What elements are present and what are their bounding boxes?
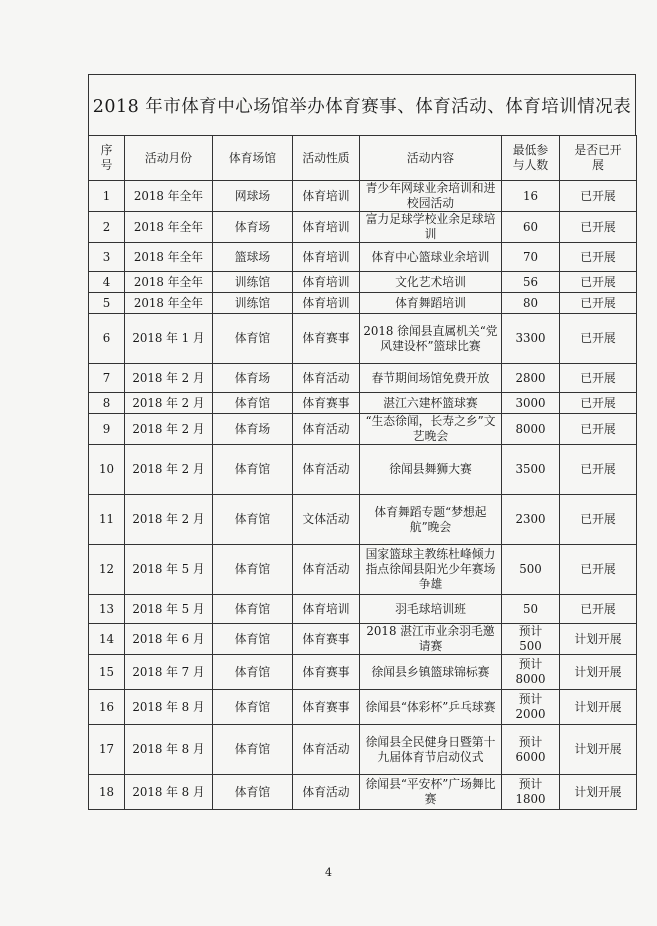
cell-nature: 体育活动: [293, 364, 360, 393]
table-row: [89, 545, 637, 595]
cell-venue: 体育馆: [213, 314, 293, 364]
cell-status: 已开展: [560, 595, 637, 624]
cell-no: 2: [89, 212, 125, 243]
cell-people: 60: [502, 212, 560, 243]
table-title: 2018 年市体育中心场馆举办体育赛事、体育活动、体育培训情况表: [88, 74, 636, 135]
cell-month: 2018 年全年: [125, 212, 213, 243]
cell-status: 已开展: [560, 495, 637, 545]
cell-content: 青少年网球业余培训和进校园活动: [360, 181, 502, 212]
cell-no: 1: [89, 181, 125, 212]
cell-venue: 体育馆: [213, 595, 293, 624]
cell-month: 2018 年全年: [125, 243, 213, 272]
cell-status: 已开展: [560, 181, 637, 212]
cell-content: 徐闻县全民健身日暨第十九届体育节启动仪式: [360, 725, 502, 775]
cell-nature: 体育培训: [293, 181, 360, 212]
cell-venue: 体育场: [213, 364, 293, 393]
cell-month: 2018 年 8 月: [125, 725, 213, 775]
cell-nature: 体育活动: [293, 775, 360, 810]
cell-nature: 体育活动: [293, 545, 360, 595]
table-row: [89, 445, 637, 495]
header-cell-content: 活动内容: [360, 136, 502, 181]
cell-month: 2018 年 2 月: [125, 414, 213, 445]
cell-status: 计划开展: [560, 624, 637, 655]
cell-no: 12: [89, 545, 125, 595]
header-cell-status: 是否已开展: [560, 136, 637, 181]
cell-no: 9: [89, 414, 125, 445]
cell-people: 预计 6000: [502, 725, 560, 775]
cell-nature: 体育赛事: [293, 393, 360, 414]
cell-nature: 体育培训: [293, 212, 360, 243]
cell-month: 2018 年 6 月: [125, 624, 213, 655]
cell-month: 2018 年 7 月: [125, 655, 213, 690]
page-number: 4: [325, 866, 332, 879]
cell-no: 11: [89, 495, 125, 545]
cell-content: 徐闻县乡镇篮球锦标赛: [360, 655, 502, 690]
cell-venue: 体育馆: [213, 655, 293, 690]
cell-no: 8: [89, 393, 125, 414]
cell-no: 7: [89, 364, 125, 393]
cell-venue: 体育馆: [213, 725, 293, 775]
cell-month: 2018 年全年: [125, 293, 213, 314]
cell-nature: 体育培训: [293, 293, 360, 314]
cell-month: 2018 年全年: [125, 272, 213, 293]
table-body: [89, 181, 637, 810]
table-row: [89, 293, 637, 314]
cell-venue: 篮球场: [213, 243, 293, 272]
table-row: [89, 272, 637, 293]
cell-status: 已开展: [560, 545, 637, 595]
cell-venue: 体育场: [213, 212, 293, 243]
cell-nature: 体育赛事: [293, 624, 360, 655]
cell-no: 17: [89, 725, 125, 775]
cell-month: 2018 年 2 月: [125, 393, 213, 414]
cell-status: 计划开展: [560, 775, 637, 810]
cell-people: 16: [502, 181, 560, 212]
cell-nature: 体育活动: [293, 445, 360, 495]
cell-status: 已开展: [560, 393, 637, 414]
cell-content: 徐闻县“平安杯”广场舞比赛: [360, 775, 502, 810]
cell-people: 50: [502, 595, 560, 624]
cell-venue: 网球场: [213, 181, 293, 212]
cell-status: 已开展: [560, 414, 637, 445]
cell-nature: 体育赛事: [293, 655, 360, 690]
table-row: [89, 690, 637, 725]
cell-content: 湛江六建杯篮球赛: [360, 393, 502, 414]
cell-no: 14: [89, 624, 125, 655]
cell-month: 2018 年 2 月: [125, 495, 213, 545]
cell-people: 预计 2000: [502, 690, 560, 725]
document-sheet: [88, 74, 636, 810]
cell-content: 徐闻县“体彩杯”乒乓球赛: [360, 690, 502, 725]
header-cell-people: 最低参与人数: [502, 136, 560, 181]
cell-content: 徐闻县舞狮大赛: [360, 445, 502, 495]
cell-people: 80: [502, 293, 560, 314]
cell-nature: 体育活动: [293, 414, 360, 445]
header-cell-month: 活动月份: [125, 136, 213, 181]
cell-nature: 体育赛事: [293, 314, 360, 364]
cell-venue: 体育馆: [213, 393, 293, 414]
cell-people: 56: [502, 272, 560, 293]
cell-venue: 体育场: [213, 414, 293, 445]
cell-nature: 体育培训: [293, 595, 360, 624]
cell-venue: 体育馆: [213, 690, 293, 725]
cell-venue: 训练馆: [213, 272, 293, 293]
cell-nature: 体育培训: [293, 272, 360, 293]
cell-people: 3000: [502, 393, 560, 414]
cell-people: 500: [502, 545, 560, 595]
table-row: [89, 364, 637, 393]
cell-venue: 体育馆: [213, 624, 293, 655]
cell-status: 已开展: [560, 212, 637, 243]
cell-content: 羽毛球培训班: [360, 595, 502, 624]
cell-month: 2018 年 5 月: [125, 595, 213, 624]
table-row: [89, 181, 637, 212]
cell-content: 体育中心篮球业余培训: [360, 243, 502, 272]
cell-content: 国家篮球主教练杜峰倾力指点徐闻县阳光少年赛场争雄: [360, 545, 502, 595]
cell-status: 计划开展: [560, 655, 637, 690]
table-row: [89, 595, 637, 624]
cell-people: 3500: [502, 445, 560, 495]
header-row: [89, 136, 637, 181]
cell-no: 3: [89, 243, 125, 272]
cell-people: 2300: [502, 495, 560, 545]
table-row: [89, 655, 637, 690]
table-row: [89, 495, 637, 545]
table-row: [89, 314, 637, 364]
cell-nature: 体育培训: [293, 243, 360, 272]
cell-month: 2018 年全年: [125, 181, 213, 212]
cell-venue: 体育馆: [213, 445, 293, 495]
cell-status: 已开展: [560, 364, 637, 393]
cell-venue: 体育馆: [213, 545, 293, 595]
cell-content: 体育舞蹈专题“梦想起航”晚会: [360, 495, 502, 545]
cell-month: 2018 年 2 月: [125, 445, 213, 495]
cell-status: 已开展: [560, 243, 637, 272]
cell-status: 已开展: [560, 293, 637, 314]
cell-month: 2018 年 8 月: [125, 775, 213, 810]
header-cell-no: 序号: [89, 136, 125, 181]
cell-nature: 文体活动: [293, 495, 360, 545]
cell-month: 2018 年 8 月: [125, 690, 213, 725]
cell-month: 2018 年 2 月: [125, 364, 213, 393]
cell-people: 预计 1800: [502, 775, 560, 810]
cell-no: 5: [89, 293, 125, 314]
activity-table: [88, 135, 637, 810]
cell-content: 文化艺术培训: [360, 272, 502, 293]
cell-venue: 训练馆: [213, 293, 293, 314]
cell-nature: 体育活动: [293, 725, 360, 775]
cell-no: 15: [89, 655, 125, 690]
table-row: [89, 414, 637, 445]
cell-content: “生态徐闻，长寿之乡”文艺晚会: [360, 414, 502, 445]
cell-people: 3300: [502, 314, 560, 364]
cell-content: 体育舞蹈培训: [360, 293, 502, 314]
cell-no: 16: [89, 690, 125, 725]
cell-status: 计划开展: [560, 690, 637, 725]
cell-month: 2018 年 1 月: [125, 314, 213, 364]
cell-people: 70: [502, 243, 560, 272]
cell-no: 6: [89, 314, 125, 364]
cell-status: 已开展: [560, 314, 637, 364]
cell-venue: 体育馆: [213, 495, 293, 545]
cell-status: 计划开展: [560, 725, 637, 775]
table-row: [89, 775, 637, 810]
cell-nature: 体育赛事: [293, 690, 360, 725]
cell-status: 已开展: [560, 272, 637, 293]
cell-content: 2018 湛江市业余羽毛邀请赛: [360, 624, 502, 655]
cell-content: 2018 徐闻县直属机关“党风建设杯”篮球比赛: [360, 314, 502, 364]
cell-people: 2800: [502, 364, 560, 393]
cell-venue: 体育馆: [213, 775, 293, 810]
cell-no: 10: [89, 445, 125, 495]
header-cell-nature: 活动性质: [293, 136, 360, 181]
table-row: [89, 725, 637, 775]
table-row: [89, 393, 637, 414]
cell-people: 预计 8000: [502, 655, 560, 690]
cell-no: 4: [89, 272, 125, 293]
cell-people: 预计 500: [502, 624, 560, 655]
table-row: [89, 212, 637, 243]
cell-no: 18: [89, 775, 125, 810]
table-row: [89, 624, 637, 655]
cell-no: 13: [89, 595, 125, 624]
table-row: [89, 243, 637, 272]
cell-status: 已开展: [560, 445, 637, 495]
header-cell-venue: 体育场馆: [213, 136, 293, 181]
cell-content: 春节期间场馆免费开放: [360, 364, 502, 393]
cell-month: 2018 年 5 月: [125, 545, 213, 595]
cell-people: 8000: [502, 414, 560, 445]
cell-content: 富力足球学校业余足球培训: [360, 212, 502, 243]
